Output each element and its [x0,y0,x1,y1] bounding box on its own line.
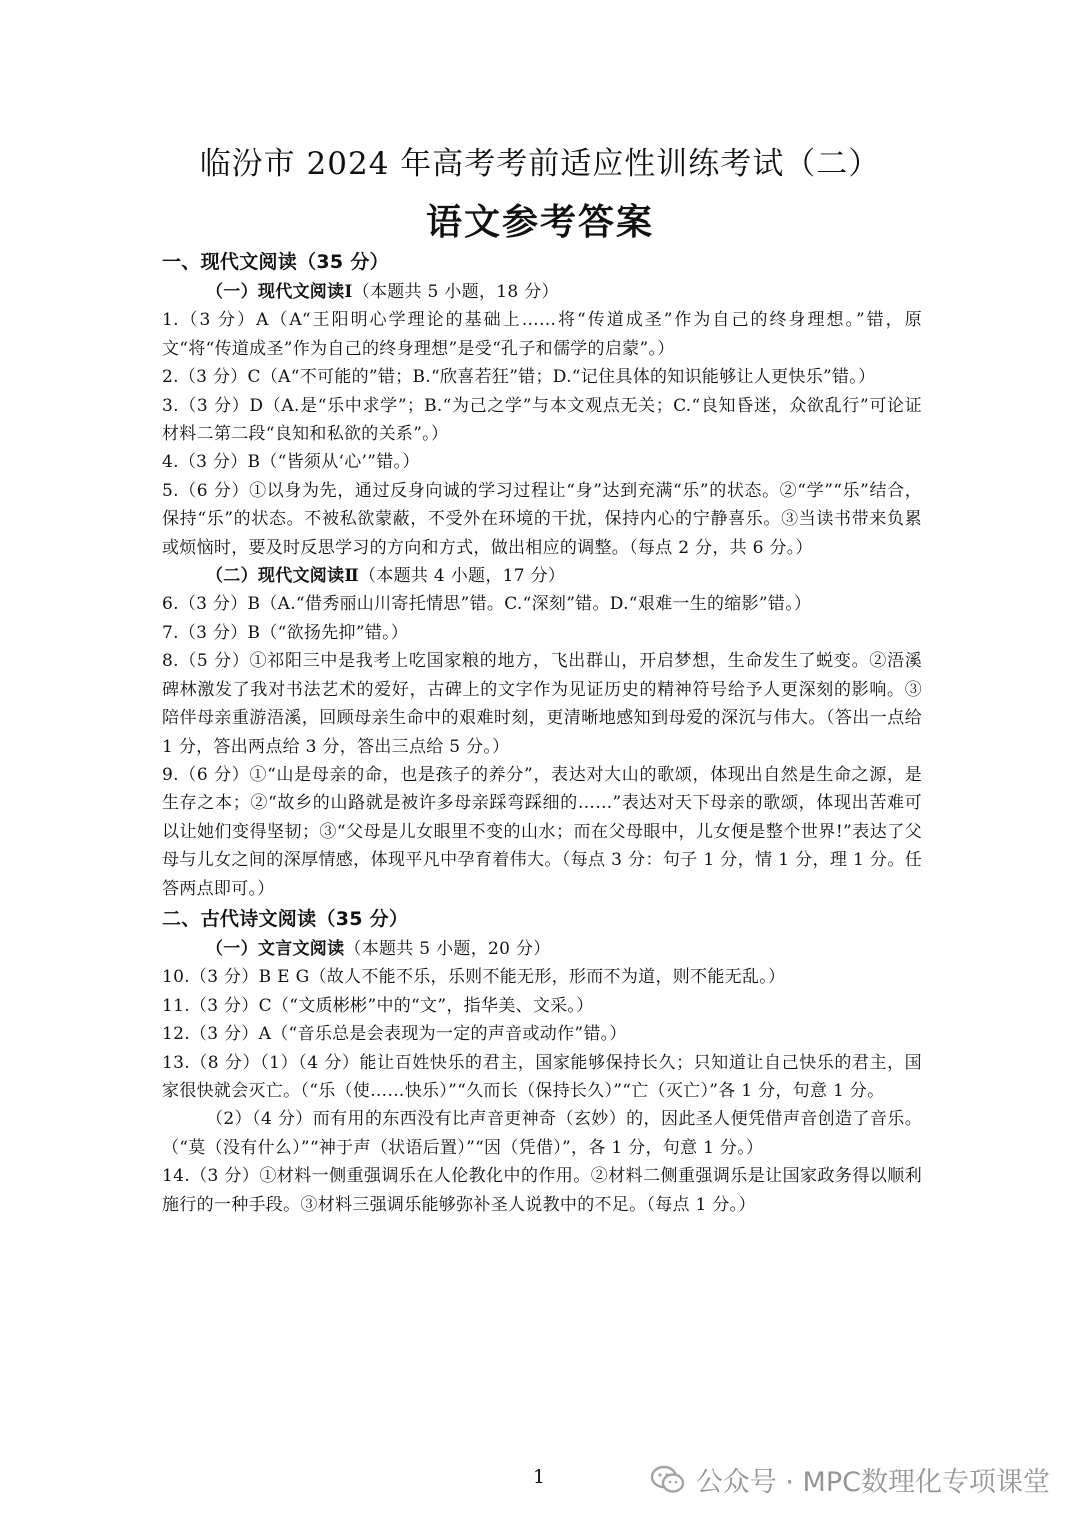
subsection-note: （本题共 5 小题，18 分） [352,282,559,302]
answer-item: 2.（3 分）C（A“不可能的”错；B.“欣喜若狂”错；D.“记住具体的知识能够让人更快乐”错。） [162,367,876,388]
subsection-heading [162,935,922,963]
section-heading: 二、古代诗文阅读（35 分） [162,907,409,930]
answer-item: 8.（5 分）①祁阳三中是我考上吃国家粮的地方，飞出群山，开启梦想，生命发生了蜕变。②浯溪碑林激发了我对书法艺术的爱好，古碑上的文字作为见证历史的精神符号给予人更深刻的影响。③陪伴母亲重游浯溪，回顾母亲生命中的艰难时刻，更清晰地感知到母爱的深沉与伟大。（答出一点给 1 分，答出两点给 3 分，答出三点给 5 分。） [162,651,922,757]
subsection-label: （一）文言文阅读 [206,938,345,959]
page-number: 1 [533,1466,546,1488]
answer-item: 1.（3 分）A（A“王阳明心学理论的基础上……将“传道成圣”作为自己的终身理想。”错，原文“将“传道成圣”作为自己的终身理想”是受“孔子和儒学的启蒙”。） [162,310,922,359]
subsection-heading [162,562,922,590]
answer-item: 12.（3 分）A（“音乐总是会表现为一定的声音或动作”错。） [162,1024,627,1045]
answer-item: 5.（6 分）①以身为先，通过反身向诚的学习过程让“身”达到充满“乐”的状态。②“学”“乐”结合，保持“乐”的状态。不被私欲蒙蔽，不受外在环境的干扰，保持内心的宁静喜乐。③当读书带来负累或烦恼时，要及时反思学习的方向和方式，做出相应的调整。（每点 2 分，共 6 分。） [162,480,922,558]
answer-item: 14.（3 分）①材料一侧重强调乐在人伦教化中的作用。②材料二侧重强调乐是让国家政务得以顺利施行的一种手段。③材料三强调乐能够弥补圣人说教中的不足。（每点 1 分。） [162,1166,922,1215]
answer-item: 6.（3 分）B（A.“借秀丽山川寄托情思”错。C.“深刻”错。D.“艰难一生的缩影”错。） [162,594,812,615]
answer-item: 9.（6 分）①“山是母亲的命，也是孩子的养分”，表达对大山的歌颂，体现出自然是生命之源，是生存之本；②“故乡的山路就是被许多母亲踩弯踩细的……”表达对天下母亲的歌颂，体现出苦难可以让她们变得坚韧；③“父母是儿女眼里不变的山水；而在父母眼中，儿女便是整个世界!”表达了父母与儿女之间的深厚情感，体现平凡中孕育着伟大。（每点 3 分：句子 1 分，情 1 分，理 1 分。任答两点即可。） [162,764,922,899]
subsection-label: （一）现代文阅读Ⅰ [206,282,353,302]
answer-item: 7.（3 分）B（“欲扬先抑”错。） [162,622,409,643]
answer-item: 3.（3 分）D（A.是“乐中求学”；B.“为己之学”与本文观点无关；C.“良知昏迷，众欲乱行”可论证材料二第二段“良知和私欲的关系”。） [162,395,922,445]
answer-content [162,246,922,1219]
watermark [650,1460,1050,1499]
watermark-text: 公众号 · MPC数理化专项课堂 [695,1467,1050,1498]
subsection-note: （本题共 5 小题，20 分） [344,938,551,959]
subsection-label: （二）现代文阅读Ⅱ [206,566,360,587]
answer-item: 4.（3 分）B（“皆须从‘心’”错。） [162,452,420,473]
document-subtitle: 语文参考答案 [425,201,654,243]
answer-item: 10.（3 分）B E G（故人不能不乐，乐则不能无形，形而不为道，则不能无乱。） [162,967,786,988]
answer-item: 11.（3 分）C（“文质彬彬”中的“文”，指华美、文采。） [162,995,594,1016]
answer-item: （2）（4 分）而有用的东西没有比声音更神奇（玄妙）的，因此圣人便凭借声音创造了音乐。（“莫（没有什么）”“神于声（状语后置）”“因（凭借）”，各 1 分，句意 1 分。） [162,1109,922,1158]
section-heading: 一、现代文阅读（35 分） [162,251,389,273]
subsection-heading [162,278,922,306]
subsection-note: （本题共 4 小题，17 分） [359,566,566,587]
wechat-icon [650,1465,686,1495]
answer-item: 13.（8 分）（1）（4 分）能让百姓快乐的君主，国家能够保持长久；只知道让自己快乐的君主，国家很快就会灭亡。（“乐（使……快乐）”“久而长（保持长久）”“亡（灭亡）”各 1 分，句意 1 分。 [162,1052,922,1101]
document-title: 临汾市 2024 年高考考前适应性训练考试（二） [199,146,881,182]
